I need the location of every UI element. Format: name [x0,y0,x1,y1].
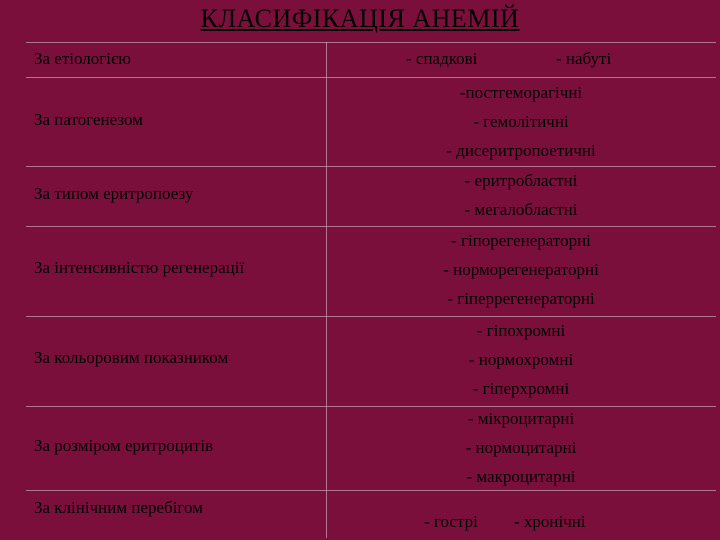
value-chronic: - хронічні [514,512,586,531]
values-color-index [326,316,716,403]
value-item: - гіперрегенераторні [447,289,595,308]
value-item: - мегалобластні [464,200,578,219]
row-label-erythrocyte-size: За розміром еритроцитів [34,436,214,455]
row-label-etiology: За етіологією [34,49,131,68]
row-label-erythropoiesis: За типом еритропоезу [34,184,194,203]
value-item: - гіпохромні [476,321,566,340]
value-item: - макроцитарні [466,467,576,486]
values-pathogenesis [326,78,716,165]
value-item: - гіпорегенераторні [451,231,591,250]
row-label-color-index: За кольоровим показником [34,348,229,367]
value-item: - гіперхромні [472,379,570,398]
value-acute: - гострі [424,512,478,531]
value-item: - нормохромні [468,350,574,369]
value-acquired: - набуті [556,49,612,68]
value-item: - еритробластні [464,171,578,190]
value-hereditary: - спадкові [406,49,478,68]
value-item: - дисеритропоетичні [446,141,596,160]
value-item: - гемолітичні [473,112,569,131]
values-erythropoiesis [326,166,716,224]
value-item: -постгеморагічні [459,83,583,102]
page-title: КЛАСИФІКАЦІЯ АНЕМІЙ [200,4,520,33]
classification-table [26,42,716,538]
values-erythrocyte-size [326,404,716,491]
row-divider [26,42,716,43]
value-item: - норморегенераторні [443,260,599,279]
value-item: - мікроцитарні [467,409,575,428]
row-label-clinical-course: За клінічним перебігом [34,498,203,517]
values-regeneration [326,226,716,313]
row-label-regeneration: За інтенсивністю регенерації [34,258,245,277]
value-item: - нормоцитарні [465,438,577,457]
row-label-pathogenesis: За патогенезом [34,110,143,129]
